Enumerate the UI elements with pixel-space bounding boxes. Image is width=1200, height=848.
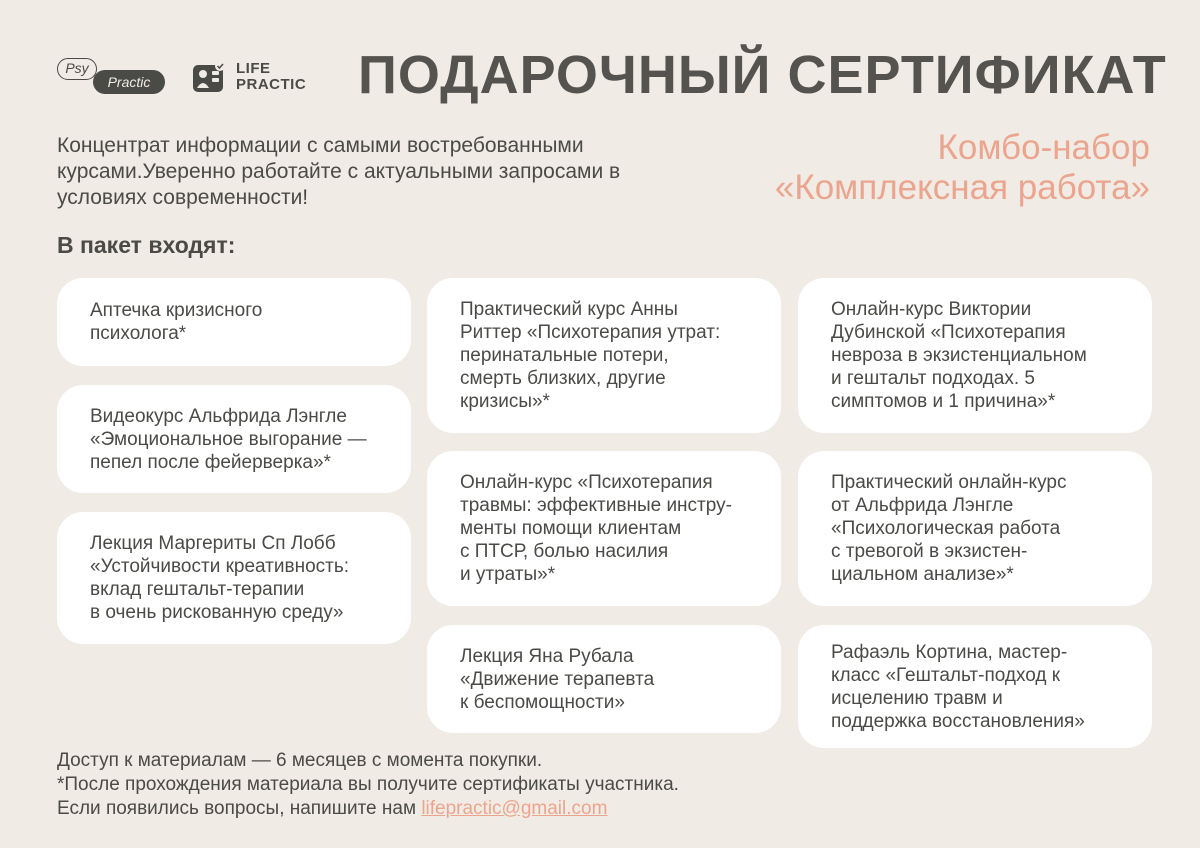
course-card-text: Рафаэль Кортина, мастер- класс «Гештальт-подход к исцелению травм и поддержка восстановления» bbox=[831, 641, 1085, 732]
course-card bbox=[798, 451, 1152, 606]
life-practic-text bbox=[236, 61, 306, 93]
course-card bbox=[57, 278, 411, 366]
footer bbox=[57, 749, 679, 821]
life-logo-line1: LIFE bbox=[236, 60, 271, 77]
logos bbox=[57, 58, 306, 96]
course-card bbox=[427, 278, 781, 433]
pack-title: В пакет входят: bbox=[57, 232, 236, 258]
course-card bbox=[57, 385, 411, 493]
course-card bbox=[798, 278, 1152, 433]
course-card-text: Практический курс Анны Риттер «Психотерапия утрат: перинатальные потери, смерть близких, другие кризисы»* bbox=[460, 299, 721, 412]
course-card-text: Лекция Яна Рубала «Движение терапевта к беспомощности» bbox=[460, 645, 655, 713]
course-card bbox=[427, 451, 781, 606]
course-card bbox=[57, 512, 411, 644]
email-link[interactable]: lifepractic@gmail.com bbox=[421, 798, 608, 819]
course-card-text: Онлайн-курс «Психотерапия травмы: эффективные инстру- менты помощи клиентам с ПТСР, болью насилия и утраты»* bbox=[460, 472, 732, 585]
footer-certificate-note: *После прохождения материала вы получите сертификаты участника. bbox=[57, 774, 679, 795]
life-practic-icon bbox=[192, 61, 228, 93]
combo-line2: «Комплексная работа» bbox=[774, 168, 1150, 207]
life-logo-line2: PRACTIC bbox=[236, 76, 307, 93]
course-card-text: Видеокурс Альфрида Лэнгле «Эмоциональное выгорание — пепел после фейерверка»* bbox=[90, 405, 367, 473]
footer-contact-text: Если появились вопросы, напишите нам bbox=[57, 798, 422, 819]
page-title: ПОДАРОЧНЫЙ СЕРТИФИКАТ bbox=[358, 45, 1167, 105]
course-card bbox=[798, 625, 1152, 748]
combo-line1: Комбо-набор bbox=[937, 128, 1150, 167]
combo-title bbox=[775, 128, 1150, 208]
course-card-text: Онлайн-курс Виктории Дубинской «Психотерапия невроза в экзистенциальном и гештальт подходах. 5 симптомов и 1 причина»* bbox=[831, 299, 1087, 412]
course-card-text: Практический онлайн-курс от Альфрида Лэнгле «Психологическая работа с тревогой в экзистен- циальном анализе»* bbox=[831, 472, 1067, 585]
footer-access-note: Доступ к материалам — 6 месяцев с момента покупки. bbox=[57, 750, 543, 771]
course-card bbox=[427, 625, 781, 733]
psy-practic-logo bbox=[57, 58, 167, 96]
practic-logo-text: Practic bbox=[93, 70, 165, 94]
intro-text: Концентрат информации с самыми востребованными курсами.Уверенно работайте с актуальными запросами в условиях современности! bbox=[57, 134, 621, 209]
course-card-text: Лекция Маргериты Сп Лобб «Устойчивости креативность: вклад гештальт-терапии в очень рискованную среду» bbox=[90, 533, 350, 623]
life-practic-logo bbox=[192, 61, 306, 93]
psy-logo-text: Psy bbox=[57, 58, 97, 80]
course-card-text: Аптечка кризисного психолога* bbox=[90, 300, 263, 344]
footer-contact-line bbox=[57, 797, 679, 821]
